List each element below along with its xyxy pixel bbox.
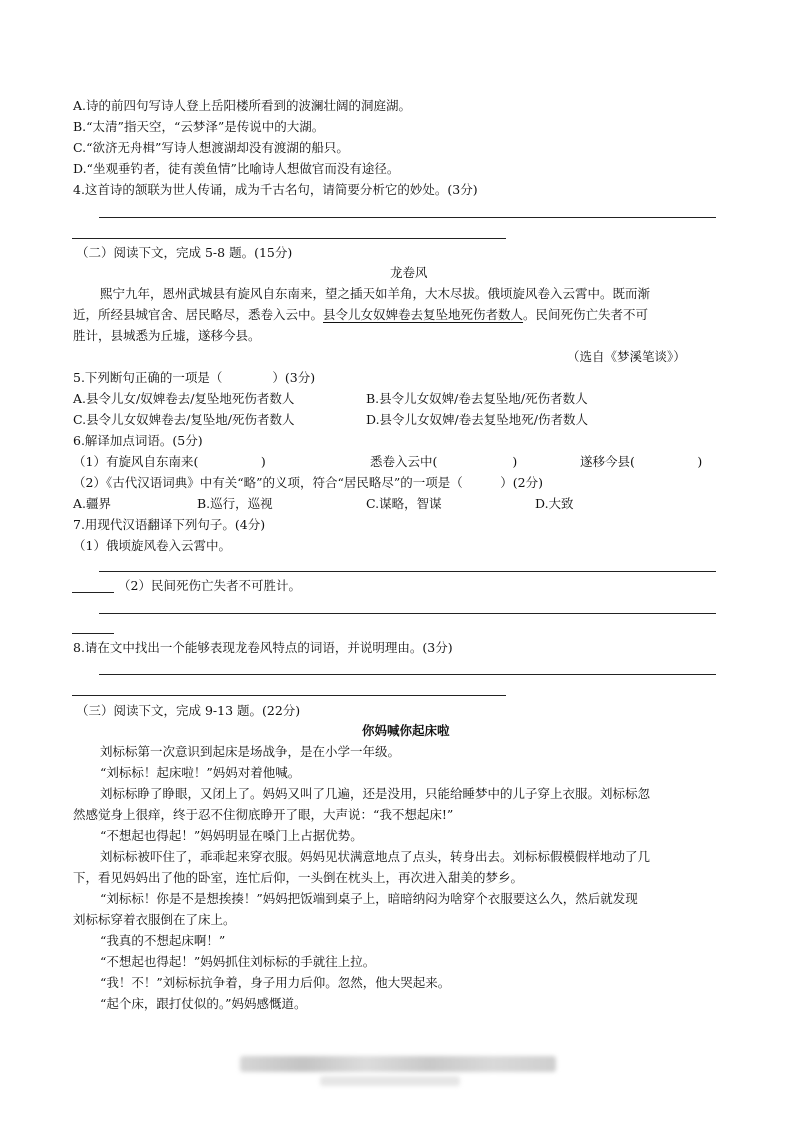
section-2-header: （二）阅读下文，完成 5-8 题。(15分): [76, 245, 293, 260]
blurred-watermark: [320, 1076, 460, 1086]
question-7: 7.用现代汉语翻译下列句子。(4分): [73, 517, 266, 532]
section-3-title: 你妈喊你起床啦: [362, 723, 450, 738]
story-line: 刘标标穿着衣服倒在了床上。: [73, 912, 236, 927]
passage-line: [73, 307, 648, 323]
q6-item-1c: 遂移今县( ): [580, 454, 703, 469]
q5-option-d: D.县令儿女奴婢/卷去复坠地死/伤者数人: [366, 412, 588, 427]
source-citation: （选自《梦溪笔谈》）: [567, 349, 686, 364]
section-3-header: （三）阅读下文，完成 9-13 题。(22分): [76, 703, 301, 718]
question-8: 8.请在文中找出一个能够表现龙卷风特点的词语，并说明理由。(3分): [73, 640, 453, 655]
q5-option-a: A.县令儿女/奴婢卷去/复坠地死伤者数人: [73, 391, 295, 406]
section-2-title: 龙卷风: [390, 265, 428, 280]
question-4: 4.这首诗的颔联为世人传诵，成为千古名句，请简要分析它的妙处。(3分): [73, 182, 478, 197]
q6-option-c: C.谋略，智谋: [366, 496, 442, 511]
passage-line: 熙宁九年，恩州武城县有旋风自东南来，望之插天如羊角，大木尽拔。俄顷旋风卷入云霄中。既而渐: [100, 286, 651, 301]
story-line: 刘标标睁了睁眼，又闭上了。妈妈又叫了几遍，还是没用，只能给睡梦中的儿子穿上衣服。刘标标忽: [100, 786, 651, 801]
answer-line: [72, 695, 506, 696]
q7-item-1: （1）俄顷旋风卷入云霄中。: [73, 538, 231, 553]
passage-line: 胜计，县城悉为丘墟，遂移今县。: [73, 328, 261, 343]
option-b: B.“太清”指天空，“云梦泽”是传说中的大湖。: [73, 119, 325, 134]
story-line: 然感觉身上很痒，终于忍不住彻底睁开了眼，大声说：“我不想起床!”: [73, 807, 454, 822]
q6-item-1a: （1）有旋风自东南来( ): [73, 454, 266, 469]
blurred-watermark: [240, 1056, 556, 1072]
question-6: 6.解译加点词语。(5分): [73, 433, 203, 448]
q6-option-d: D.大致: [535, 496, 574, 511]
passage-text: 。民间死伤亡失者不可: [523, 307, 649, 322]
story-line: “我真的不想起床啊！”: [100, 933, 226, 948]
q6-option-b: B.巡行，巡视: [197, 496, 273, 511]
story-line: 刘标标被吓住了，乖乖起来穿衣服。妈妈见状满意地点了点头，转身出去。刘标标假模假样地动了几: [100, 849, 651, 864]
answer-line: [99, 613, 716, 614]
q5-option-b: B.县令儿女奴婢/卷去复坠地/死伤者数人: [366, 391, 588, 406]
story-line: “刘标标！起床啦！”妈妈对着他喊。: [100, 765, 301, 780]
answer-line: [99, 217, 716, 218]
passage-text: 近，所经县城官舍、居民略尽，悉卷入云中。: [73, 307, 324, 322]
option-d: D.“坐观垂钓者，徒有羡鱼情”比喻诗人想做官而没有途径。: [73, 161, 400, 176]
answer-line: [72, 592, 114, 593]
answer-line: [72, 238, 506, 239]
story-line: “起个床，跟打仗似的。”妈妈感慨道。: [100, 996, 307, 1011]
option-c: C.“欲济无舟楫”写诗人想渡湖却没有渡湖的船只。: [73, 140, 349, 155]
answer-line: [72, 633, 114, 634]
underlined-sentence: 县令儿女奴婢卷去复坠地死伤者数人: [323, 307, 524, 322]
q6-option-a: A.疆界: [73, 496, 112, 511]
story-line: 刘标标第一次意识到起床是场战争，是在小学一年级。: [100, 744, 401, 759]
story-line: “不想起也得起！”妈妈抓住刘标标的手就往上拉。: [100, 954, 376, 969]
story-line: “刘标标！你是不是想挨揍！”妈妈把饭端到桌子上，暗暗纳闷为啥穿个衣服要这么久，然后就发现: [100, 891, 638, 906]
story-line: “我！不！”刘标标抗争着，身子用力后仰。忽然，他大哭起来。: [100, 975, 451, 990]
question-5: 5.下列断句正确的一项是（ ）(3分): [73, 370, 316, 385]
answer-line: [99, 674, 716, 675]
answer-line: [99, 571, 716, 572]
q6-item-1b: 悉卷入云中( ): [370, 454, 518, 469]
story-line: “不想起也得起！”妈妈明显在嗓门上占据优势。: [100, 828, 363, 843]
option-a: A.诗的前四句写诗人登上岳阳楼所看到的波澜壮阔的洞庭湖。: [73, 98, 412, 113]
q6-item-2: （2）《古代汉语词典》中有关“略”的义项，符合“居民略尽”的一项是（ ）(2分): [73, 475, 543, 490]
q7-item-2: （2）民间死伤亡失者不可胜计。: [118, 578, 301, 593]
q5-option-c: C.县令儿女奴婢卷去/复坠地/死伤者数人: [73, 412, 295, 427]
story-line: 下，看见妈妈出了他的卧室，连忙后仰，一头倒在枕头上，再次进入甜美的梦乡。: [73, 870, 524, 885]
